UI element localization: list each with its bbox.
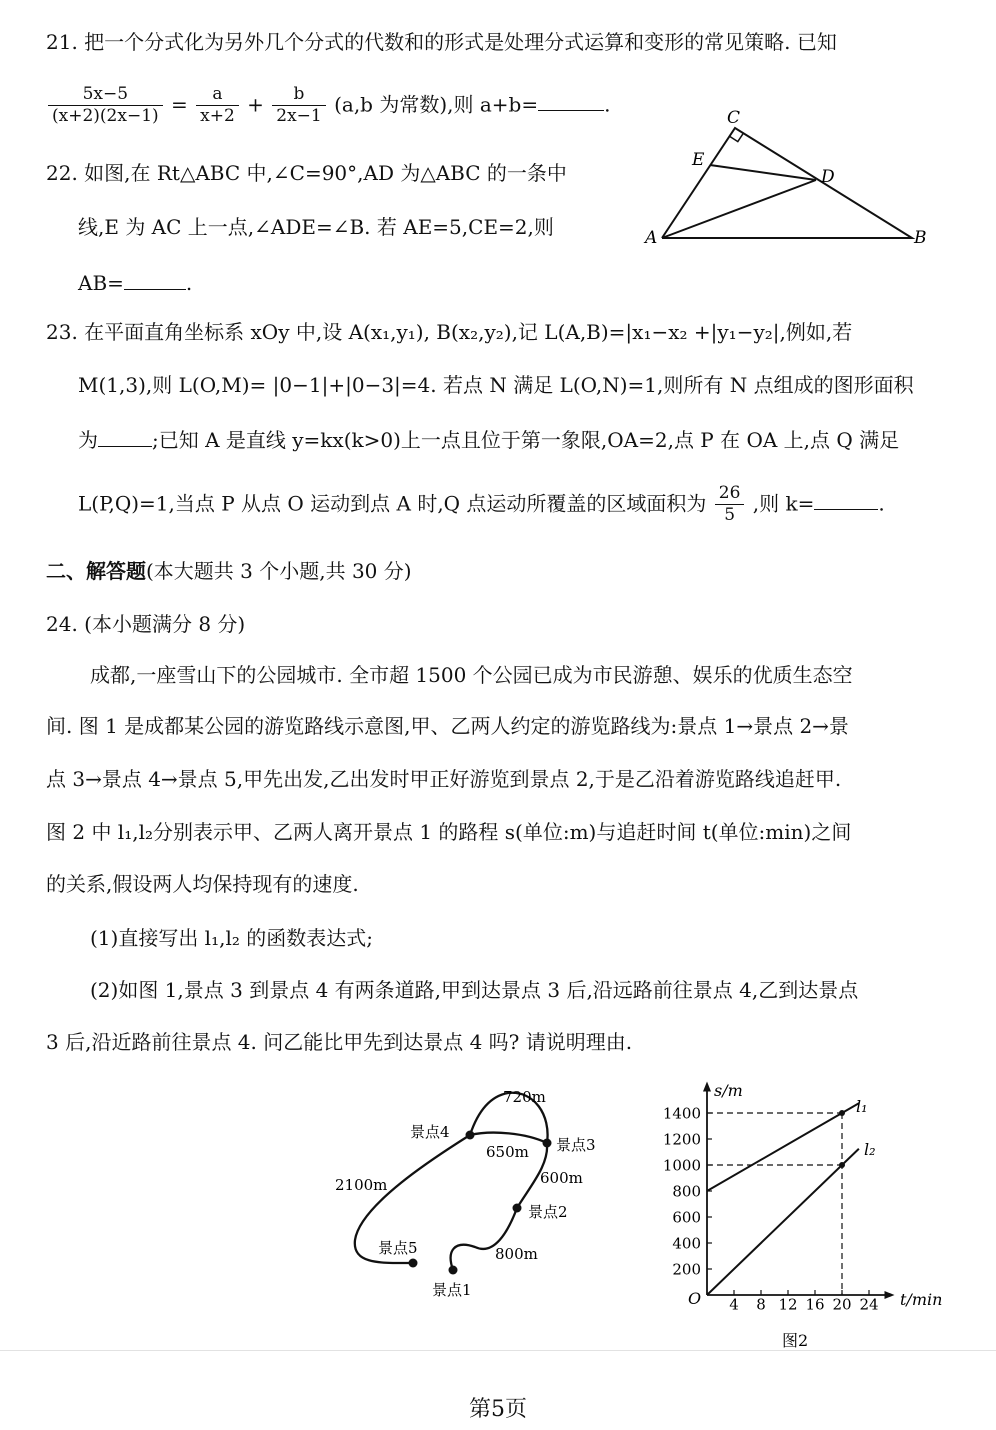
q23-line3-rest: ;已知 A 是直线 y=kx(k>0)上一点且位于第一象限,OA=2,点 P 在 OA 上,点 Q 满足 [152, 428, 900, 452]
q23-line4-prefix: L(P,Q)=1,当点 P 从点 O 运动到点 A 时,Q 点运动所覆盖的区域面积为 [78, 491, 707, 516]
spot5-dot [409, 1259, 418, 1268]
q22-ab-label: AB= [78, 271, 124, 295]
section2-heading [46, 561, 412, 581]
q22-line3 [78, 271, 192, 293]
route-map-figure [320, 1075, 630, 1315]
q22-triangle-figure [640, 100, 940, 250]
fig-label-c: C [727, 108, 741, 128]
q23-answer-blank-1 [98, 428, 152, 447]
q21-frac-main-den: (x+2)(2x−1) [52, 106, 159, 127]
path-spot3-spot4-near [470, 1133, 547, 1143]
q22-line2: 线,E 为 AC 上一点,∠ADE=∠B. 若 AE=5,CE=2,则 [78, 215, 554, 239]
q21-frac-main [48, 84, 163, 128]
q24-p5: 的关系,假设两人均保持现有的速度. [46, 872, 359, 896]
q21-frac-main-num: 5x−5 [48, 84, 163, 106]
q23-frac-num: 26 [715, 483, 745, 505]
spot2-dot [513, 1204, 522, 1213]
q21-frac-b-den: 2x−1 [276, 106, 322, 127]
distance-2-3: 600m [540, 1169, 583, 1187]
x-axis-label: t/min [900, 1290, 943, 1309]
q21-frac-a [196, 84, 239, 128]
q24-p3: 点 3→景点 4→景点 5,甲先出发,乙出发时甲正好游览到景点 2,于是乙沿着游览路线追赶甲. [46, 767, 842, 791]
x-tick-label-20: 20 [832, 1295, 852, 1314]
y-tick-label-1400: 1400 [662, 1104, 701, 1123]
x-tick-label-24: 24 [859, 1295, 879, 1314]
y-tick-label-800: 800 [672, 1182, 701, 1201]
section2-title: 二、解答题 [46, 559, 146, 583]
figure2-caption: 图2 [782, 1331, 809, 1350]
spot4-label: 景点4 [410, 1123, 450, 1141]
spot1-dot [449, 1266, 458, 1275]
y-axis-arrow [703, 1082, 711, 1092]
triangle-outline [662, 128, 912, 238]
series-1-point-1 [839, 1110, 845, 1116]
y-tick-label-400: 400 [672, 1234, 701, 1253]
q21-plus: + [247, 92, 264, 117]
q22-end: . [185, 271, 193, 295]
section2-note: (本大题共 3 个小题,共 30 分) [146, 559, 412, 583]
series-l2-label: l₂ [864, 1140, 876, 1159]
q23-area-fraction [715, 483, 745, 527]
spot3-dot [543, 1139, 552, 1148]
q24-p1: 成都,一座雪山下的公园城市. 全市超 1500 个公园已成为市民游憩、娱乐的优质生态空 [90, 663, 853, 687]
q23-line3 [78, 428, 899, 450]
distance-time-graph [640, 1075, 950, 1355]
segment-ad [662, 180, 816, 238]
fig-label-b: B [914, 228, 927, 248]
series-line-2 [707, 1149, 859, 1295]
footer-rule [0, 1350, 996, 1351]
q23-end: . [878, 491, 885, 516]
q21-frac-b-num: b [272, 84, 325, 106]
x-tick-label-12: 12 [778, 1295, 798, 1314]
spot5-label: 景点5 [378, 1239, 418, 1257]
q21-line2 [46, 84, 610, 128]
series-line-1 [707, 1103, 859, 1191]
distance-4-5: 2100m [335, 1176, 388, 1194]
y-axis-label: s/m [714, 1081, 743, 1100]
fig-label-a: A [645, 228, 658, 248]
q22-line1: 22. 如图,在 Rt△ABC 中,∠C=90°,AD 为△ABC 的一条中 [46, 161, 567, 185]
series-2-point-1 [839, 1162, 845, 1168]
x-axis-arrow [885, 1291, 895, 1299]
q21-frac-a-den: x+2 [200, 106, 235, 127]
y-tick-label-200: 200 [672, 1260, 701, 1279]
spot1-label: 景点1 [432, 1281, 472, 1299]
x-tick-label-8: 8 [756, 1295, 766, 1314]
fig-label-d: D [821, 167, 835, 187]
spot4-dot [466, 1131, 475, 1140]
distance-3-4-near: 650m [486, 1143, 529, 1161]
q21-line1: 21. 把一个分式化为另外几个分式的代数和的形式是处理分式运算和变形的常见策略. 已知 [46, 30, 837, 54]
q21-end: . [604, 92, 611, 117]
y-tick-label-1000: 1000 [662, 1156, 701, 1175]
q21-tail: (a,b 为常数),则 a+b= [334, 92, 539, 117]
q21-eq: = [171, 92, 188, 117]
y-tick-label-1200: 1200 [662, 1130, 701, 1149]
q21-frac-b [272, 84, 325, 128]
q24-s1: (1)直接写出 l₁,l₂ 的函数表达式; [90, 926, 373, 950]
distance-1-2: 800m [495, 1245, 538, 1263]
q21-answer-blank [538, 92, 604, 111]
q22-answer-blank [124, 271, 186, 290]
q23-line3-prefix: 为 [78, 428, 98, 452]
q23-line1: 23. 在平面直角坐标系 xOy 中,设 A(x₁,y₁), B(x₂,y₂),记 L(A,B)=|x₁−x₂ +|y₁−y₂|,例如,若 [46, 320, 853, 344]
q23-line2: M(1,3),则 L(O,M)= |0−1|+|0−3|=4. 若点 N 满足 L(O,N)=1,则所有 N 点组成的图形面积 [78, 373, 914, 397]
origin-label: O [688, 1289, 702, 1308]
fig-label-e: E [692, 150, 705, 170]
page-number: 第5页 [469, 1397, 527, 1422]
series-l1-label: l₁ [856, 1097, 868, 1116]
q23-answer-blank-2 [814, 491, 878, 510]
segment-ed [710, 165, 816, 180]
y-tick-label-600: 600 [672, 1208, 701, 1227]
q21-frac-a-num: a [196, 84, 239, 106]
q24-s2: (2)如图 1,景点 3 到景点 4 有两条道路,甲到达景点 3 后,沿远路前往景点 4,乙到达景点 [90, 978, 859, 1002]
q24-head: 24. (本小题满分 8 分) [46, 612, 246, 636]
q23-frac-den: 5 [724, 505, 736, 526]
spot3-label: 景点3 [556, 1136, 596, 1154]
distance-3-4-far: 720m [503, 1088, 546, 1106]
x-tick-label-16: 16 [805, 1295, 825, 1314]
q24-p4: 图 2 中 l₁,l₂分别表示甲、乙两人离开景点 1 的路程 s(单位:m)与追赶时间 t(单位:min)之间 [46, 820, 852, 844]
x-tick-label-4: 4 [729, 1295, 739, 1314]
spot2-label: 景点2 [528, 1203, 568, 1221]
q23-line4 [78, 483, 885, 527]
q24-p2: 间. 图 1 是成都某公园的游览路线示意图,甲、乙两人约定的游览路线为:景点 1→景点 2→景 [46, 714, 849, 738]
q24-s3: 3 后,沿近路前往景点 4. 问乙能比甲先到达景点 4 吗? 请说明理由. [46, 1030, 633, 1054]
q23-line4-rest: ,则 k= [752, 491, 815, 516]
